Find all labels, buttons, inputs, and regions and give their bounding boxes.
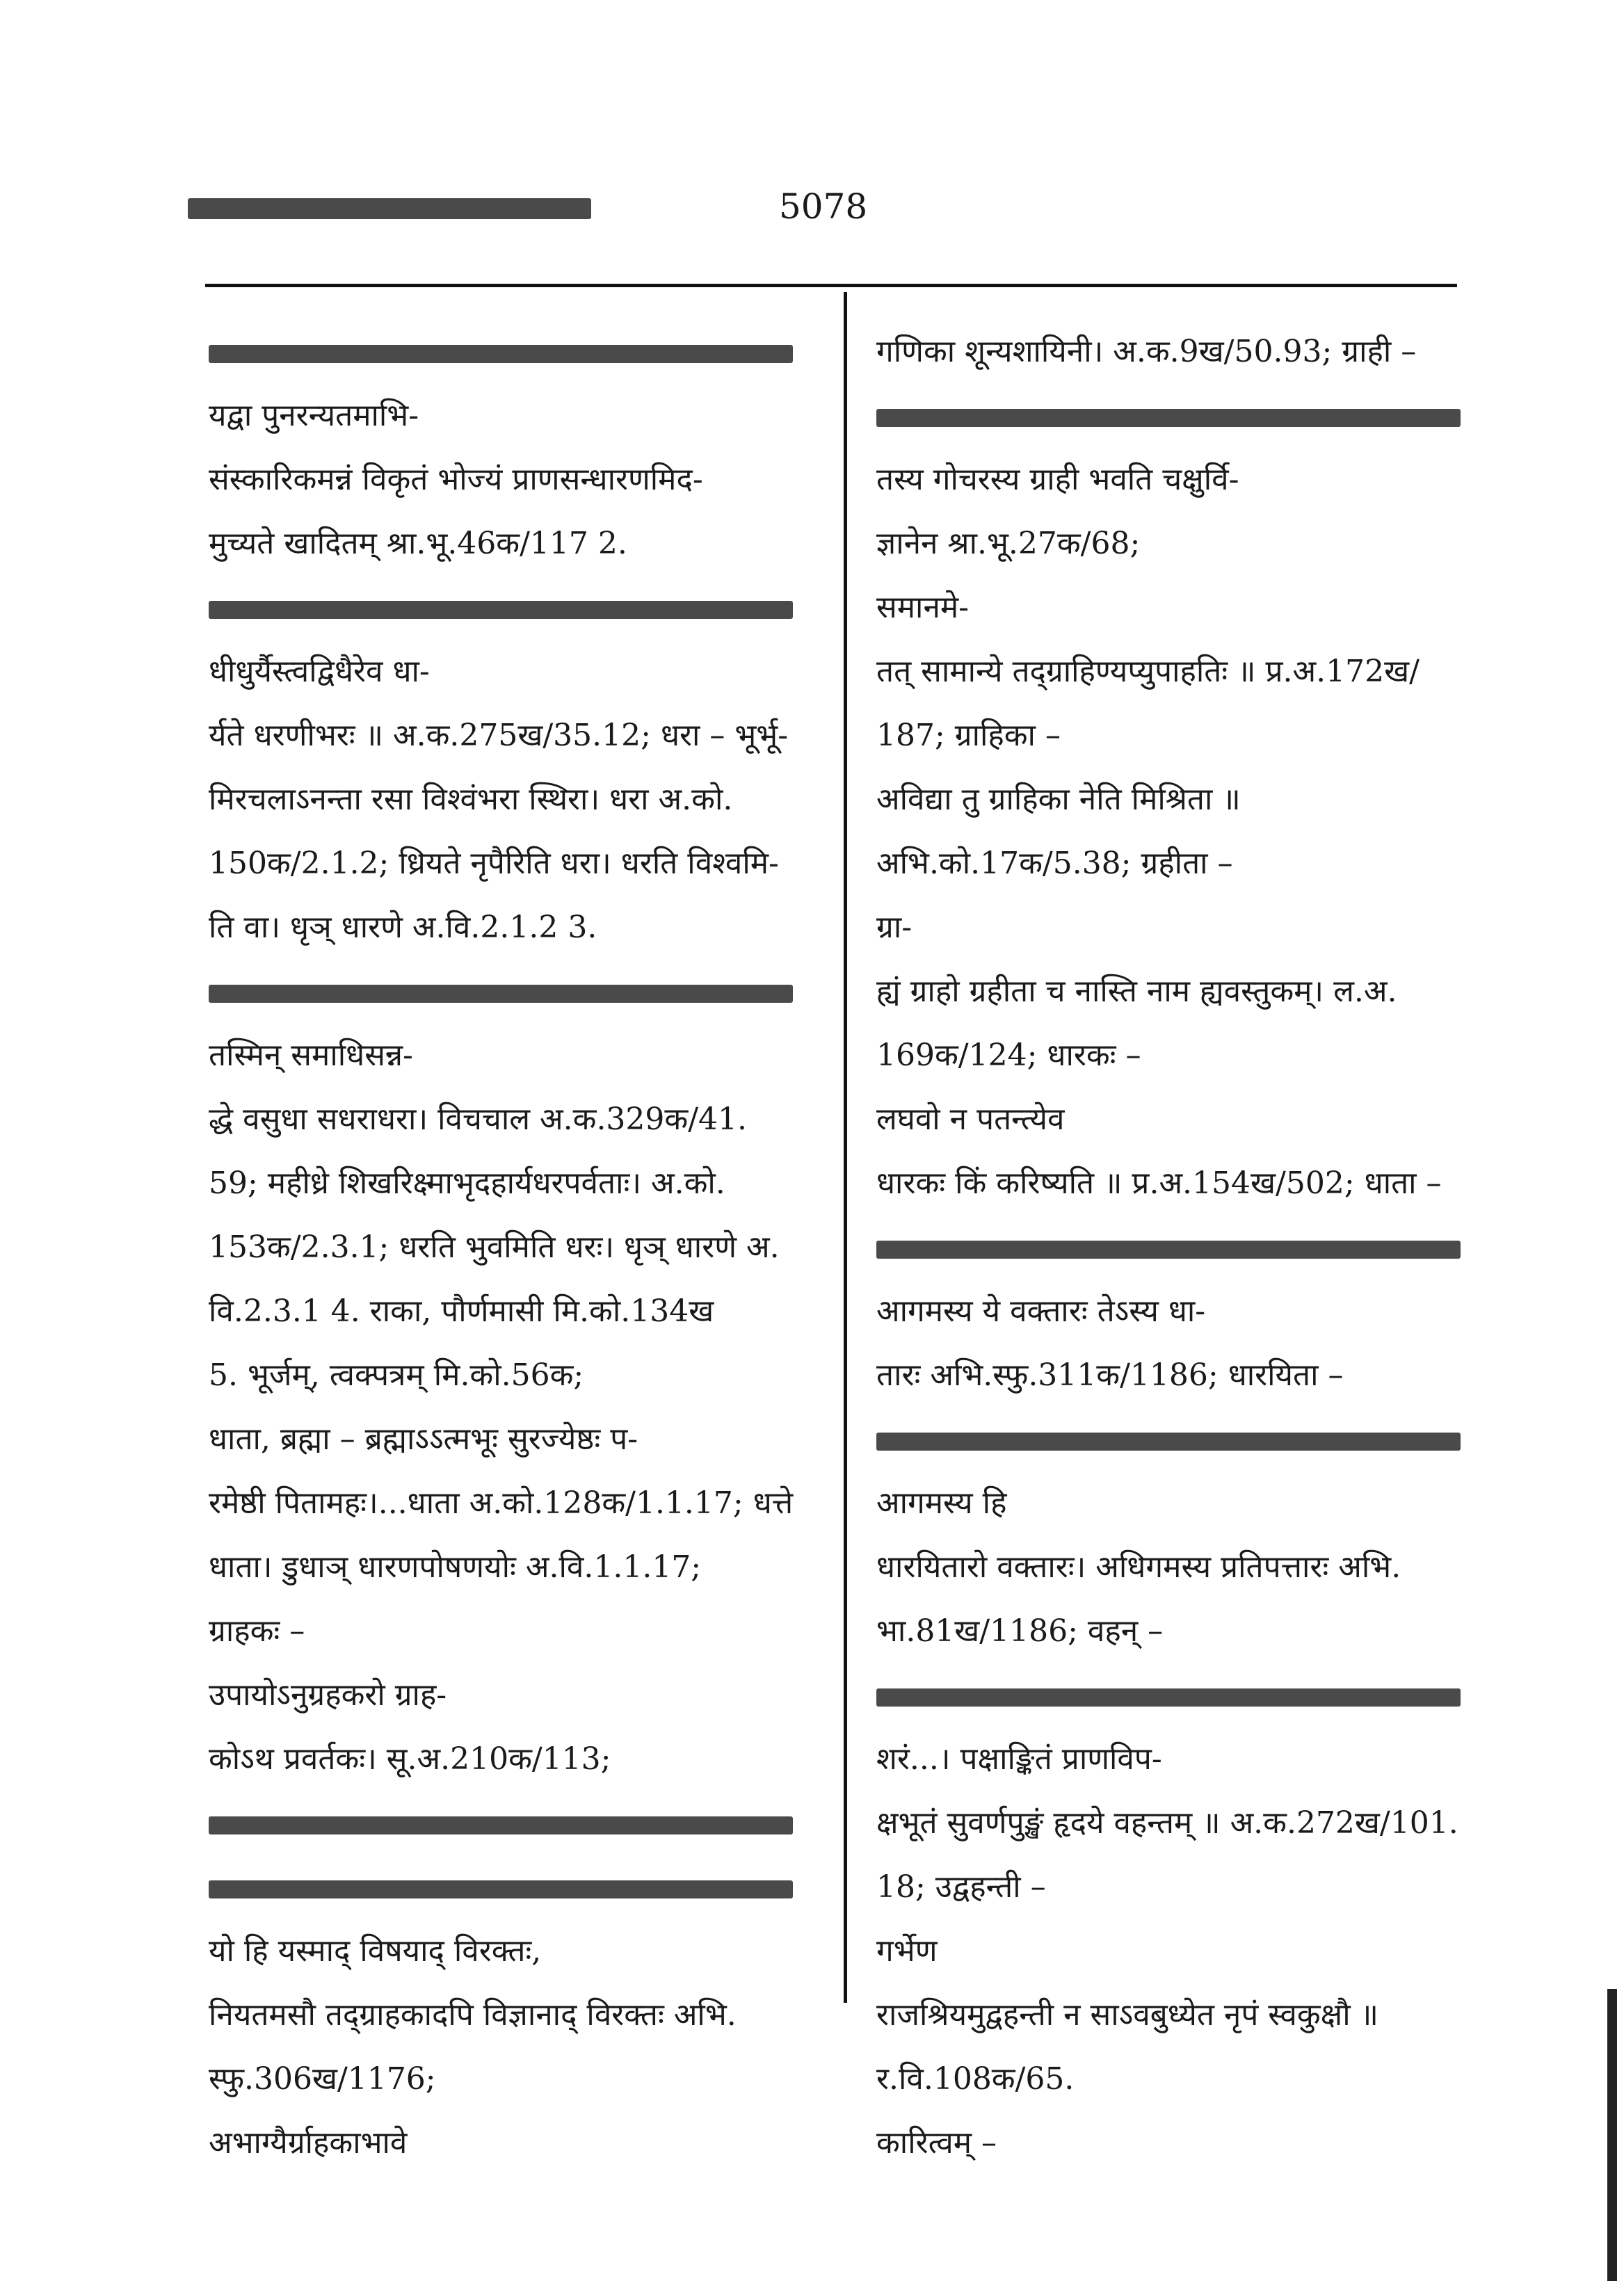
right-column-line (876, 896, 1488, 960)
devanagari-text: ति वा। धृञ् धारणे अ.वि.2.1.2 3. (209, 910, 597, 945)
left-column-line (209, 448, 821, 512)
right-column-line (876, 1663, 1488, 1727)
devanagari-text: 169क/124; धारकः – (876, 1038, 1141, 1073)
right-column-line (876, 448, 1488, 512)
left-column-line (209, 1919, 821, 1983)
devanagari-text: ग्रा- (876, 910, 913, 945)
left-column-line (209, 1280, 821, 1344)
devanagari-text: वि.2.3.1 4. राका, पौर्णमासी मि.को.134ख (209, 1293, 714, 1329)
devanagari-text: शरं...। पक्षाङ्कितं प्राणविप- (876, 1741, 1162, 1777)
devanagari-text: नियतमसौ तद्ग्राहकादपि विज्ञानाद् विरक्तः अभि. (209, 1997, 737, 2033)
devanagari-text: संस्कारिकमन्नं विकृतं भोज्यं प्राणसन्धारणमिद- (209, 462, 703, 497)
right-column-line (876, 768, 1488, 832)
devanagari-text: तस्य गोचरस्य ग्राही भवति चक्षुर्वि- (876, 462, 1239, 497)
right-column-line (876, 2047, 1488, 2111)
devanagari-text: आगमस्य हि (876, 1485, 1007, 1521)
devanagari-text: लघवो न पतन्त्येव (876, 1102, 1065, 1137)
page-number: 5078 (779, 186, 868, 227)
left-column-line (209, 1024, 821, 1088)
devanagari-text: अभाग्यैर्ग्राहकाभावे (209, 2125, 408, 2161)
left-column-line (209, 1791, 821, 1855)
right-column-line (876, 1024, 1488, 1088)
right-column-line (876, 1919, 1488, 1983)
right-column-line (876, 960, 1488, 1024)
devanagari-text: 150क/2.1.2; ध्रियते नृपैरिति धरा। धरति विश्वमि- (209, 846, 779, 881)
right-column-line (876, 1408, 1488, 1471)
right-column-line (876, 1791, 1488, 1855)
devanagari-text: अभि.को.17क/5.38; ग्रहीता – (876, 846, 1233, 881)
right-column-line (876, 640, 1488, 704)
devanagari-text: धीधुर्यैस्त्वद्विधैरेव धा- (209, 654, 430, 689)
devanagari-text: ह्यं ग्राहो ग्रहीता च नास्ति नाम ह्यवस्तुकम्। ल.अ. (876, 974, 1397, 1009)
left-column-line (209, 640, 821, 704)
running-head-tibetan (188, 198, 591, 219)
left-column-line (209, 960, 821, 1024)
left-column-line (209, 1727, 821, 1791)
devanagari-text: मिरचलाऽनन्ता रसा विश्वंभरा स्थिरा। धरा अ.को. (209, 782, 733, 817)
left-column (209, 320, 821, 2175)
tibetan-text-placeholder (209, 601, 793, 619)
header-rule (205, 284, 1457, 287)
right-column-line (876, 1983, 1488, 2047)
devanagari-text: यो हि यस्माद् विषयाद् विरक्तः, (209, 1933, 542, 1969)
tibetan-text-placeholder (209, 985, 793, 1003)
devanagari-text: तत् सामान्ये तद्ग्राहिण्यप्युपाहतिः ॥ प्र.अ.172ख/ (876, 654, 1420, 689)
page-edge-mark (1607, 1989, 1617, 2281)
left-column-line (209, 1855, 821, 1919)
right-column-line (876, 384, 1488, 448)
left-column-line (209, 1088, 821, 1152)
devanagari-text: कोऽथ प्रवर्तकः। सू.अ.210क/113; (209, 1741, 611, 1777)
right-column (876, 320, 1488, 2175)
tibetan-text-placeholder (209, 1816, 793, 1835)
devanagari-text: यद्वा पुनरन्यतमाभि- (209, 398, 419, 433)
tibetan-text-placeholder (876, 1241, 1461, 1259)
tibetan-text-placeholder (876, 1688, 1461, 1707)
left-column-line (209, 1535, 821, 1599)
right-column-line (876, 1216, 1488, 1280)
devanagari-text: अविद्या तु ग्राहिका नेति मिश्रिता ॥ (876, 782, 1241, 817)
right-column-line (876, 704, 1488, 768)
left-column-line (209, 1599, 821, 1663)
left-column-line (209, 576, 821, 640)
right-column-line (876, 576, 1488, 640)
left-column-line (209, 1152, 821, 1216)
right-column-line (876, 832, 1488, 896)
right-column-line (876, 1280, 1488, 1344)
left-column-line (209, 704, 821, 768)
right-column-line (876, 1152, 1488, 1216)
left-column-line (209, 1983, 821, 2047)
right-column-line (876, 512, 1488, 576)
devanagari-text: र.वि.108क/65. (876, 2061, 1075, 2097)
left-column-line (209, 1216, 821, 1280)
devanagari-text: समानमे- (876, 590, 970, 625)
devanagari-text: 5. भूर्जम्, त्वक्पत्रम् मि.को.56क; (209, 1357, 584, 1393)
devanagari-text: स्फु.306ख/1176; (209, 2061, 436, 2097)
right-column-line (876, 1471, 1488, 1535)
left-column-line (209, 832, 821, 896)
tibetan-text-placeholder (209, 345, 793, 363)
devanagari-text: तस्मिन् समाधिसन्न- (209, 1038, 413, 1073)
devanagari-text: धारयितारो वक्तारः। अधिगमस्य प्रतिपत्तारः अभि. (876, 1549, 1401, 1585)
devanagari-text: 153क/2.3.1; धरति भुवमिति धरः। धृञ् धारणे अ. (209, 1229, 780, 1265)
devanagari-text: धाता। डुधाञ् धारणपोषणयोः अ.वि.1.1.17; (209, 1549, 702, 1585)
left-column-line (209, 1663, 821, 1727)
devanagari-text: 59; महीध्रे शिखरिक्ष्माभृदहार्यधरपर्वताः। अ.को. (209, 1166, 725, 1201)
left-column-line (209, 320, 821, 384)
devanagari-text: र्यते धरणीभरः ॥ अ.क.275ख/35.12; धरा – भूर्भू- (209, 718, 789, 753)
tibetan-text-placeholder (876, 1433, 1461, 1451)
right-column-line (876, 1535, 1488, 1599)
right-column-line (876, 2111, 1488, 2175)
devanagari-text: रमेष्ठी पितामहः।...धाता अ.को.128क/1.1.17; धत्ते (209, 1485, 794, 1521)
devanagari-text: ग्राहकः – (209, 1613, 305, 1649)
right-column-line (876, 1727, 1488, 1791)
devanagari-text: तारः अभि.स्फु.311क/1186; धारयिता – (876, 1357, 1344, 1393)
devanagari-text: 18; उद्वहन्ती – (876, 1869, 1046, 1905)
devanagari-text: 187; ग्राहिका – (876, 718, 1061, 753)
devanagari-text: क्षभूतं सुवर्णपुङ्खं हृदये वहन्तम् ॥ अ.क.272ख/101. (876, 1805, 1458, 1841)
left-column-line (209, 1408, 821, 1471)
right-column-line (876, 320, 1488, 384)
left-column-line (209, 2047, 821, 2111)
right-column-line (876, 1088, 1488, 1152)
devanagari-text: आगमस्य ये वक्तारः तेऽस्य धा- (876, 1293, 1206, 1329)
devanagari-text: मुच्यते खादितम् श्रा.भू.46क/117 2. (209, 526, 627, 561)
devanagari-text: धारकः किं करिष्यति ॥ प्र.अ.154ख/502; धाता – (876, 1166, 1442, 1201)
right-column-line (876, 1855, 1488, 1919)
left-column-line (209, 768, 821, 832)
left-column-line (209, 512, 821, 576)
devanagari-text: गर्भेण (876, 1933, 938, 1969)
left-column-line (209, 2111, 821, 2175)
devanagari-text: गणिका शून्यशायिनी। अ.क.9ख/50.93; ग्राही – (876, 334, 1417, 369)
devanagari-text: राजश्रियमुद्वहन्ती न साऽवबुध्येत नृपं स्वकुक्षौ ॥ (876, 1997, 1378, 2033)
right-column-line (876, 1599, 1488, 1663)
devanagari-text: ज्ञानेन श्रा.भू.27क/68; (876, 526, 1141, 561)
devanagari-text: धाता, ब्रह्मा – ब्रह्माऽऽत्मभूः सुरज्येष्ठः प- (209, 1421, 638, 1457)
devanagari-text: कारित्वम् – (876, 2125, 997, 2161)
left-column-line (209, 384, 821, 448)
tibetan-text-placeholder (209, 1880, 793, 1898)
right-column-line (876, 1344, 1488, 1408)
devanagari-text: उपायोऽनुग्रहकरो ग्राह- (209, 1677, 447, 1713)
left-column-line (209, 1344, 821, 1408)
devanagari-text: द्धे वसुधा सधराधरा। विचचाल अ.क.329क/41. (209, 1102, 748, 1137)
column-divider (844, 292, 847, 2003)
tibetan-text-placeholder (876, 409, 1461, 427)
left-column-line (209, 896, 821, 960)
devanagari-text: भा.81ख/1186; वहन् – (876, 1613, 1164, 1649)
left-column-line (209, 1471, 821, 1535)
